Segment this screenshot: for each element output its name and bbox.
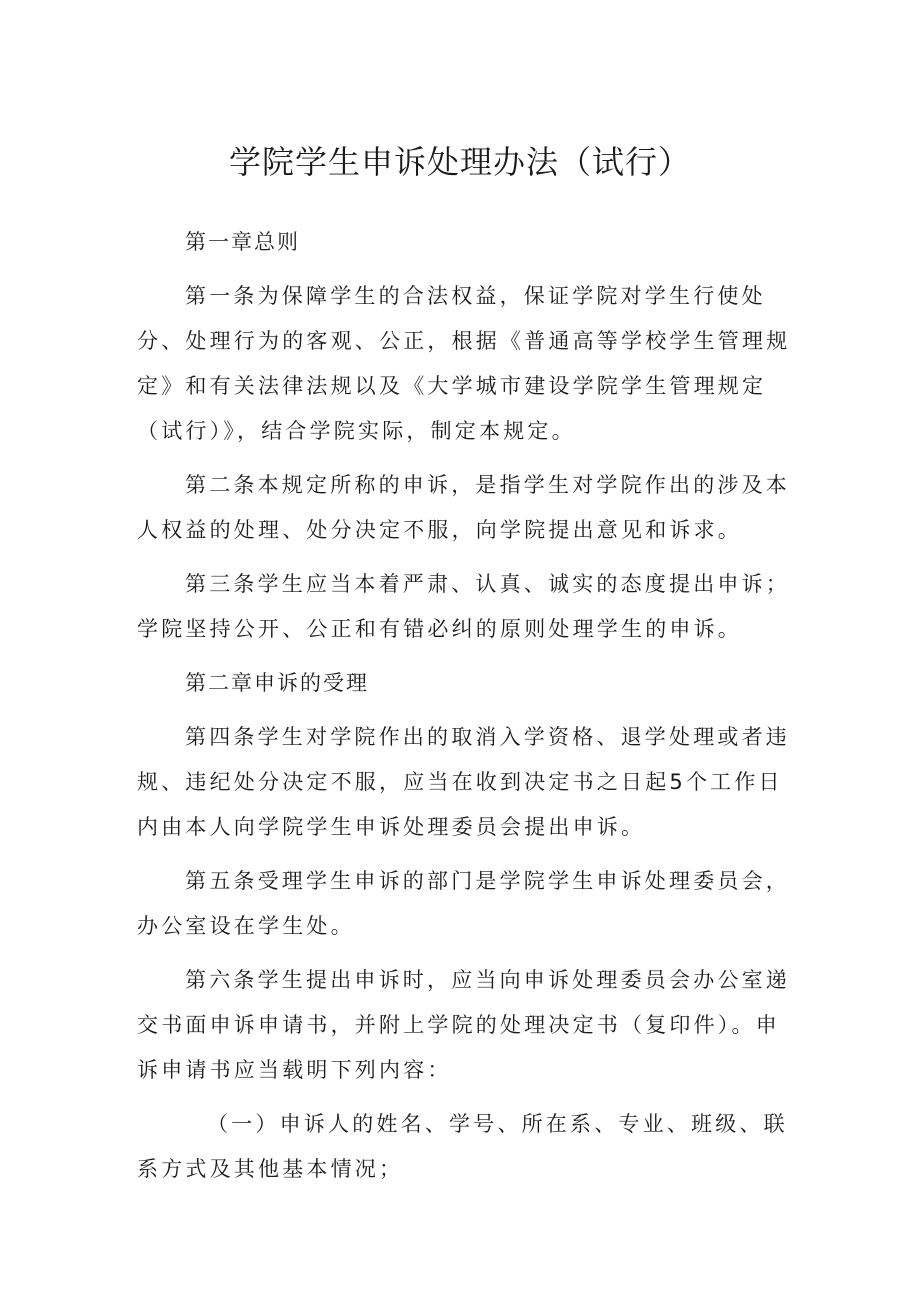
article-2: 第二条本规定所称的申诉，是指学生对学院作出的涉及本人权益的处理、处分决定不服，向学院提出意见和诉求。	[137, 473, 790, 542]
article-1: 第一条为保障学生的合法权益，保证学院对学生行使处分、处理行为的客观、公正，根据《普通高等学校学生管理规定》和有关法律法规以及《大学城市建设学院学生管理规定（试行）》，结合学院实际，制定本规定。	[137, 284, 791, 443]
chapter-heading-1: 第一章总则	[185, 230, 300, 254]
article-5: 第五条受理学生申诉的部门是学院学生申诉处理委员会，办公室设在学生处。	[137, 869, 790, 938]
article-4: 第四条学生对学院作出的取消入学资格、退学处理或者违规、违纪处分决定不服，应当在收到决定书之日起5个工作日内由本人向学院学生申诉处理委员会提出申诉。	[137, 725, 790, 839]
article-6: 第六条学生提出申诉时，应当向申诉处理委员会办公室递交书面申诉申请书，并附上学院的处理决定书（复印件）。申诉申请书应当载明下列内容：	[137, 968, 790, 1082]
article-3: 第三条学生应当本着严肃、认真、诚实的态度提出申诉；学院坚持公开、公正和有错必纠的原则处理学生的申诉。	[137, 572, 790, 641]
list-item-1: （一）申诉人的姓名、学号、所在系、专业、班级、联系方式及其他基本情况；	[137, 1112, 788, 1181]
document-body	[137, 220, 797, 1192]
chapter-heading-2: 第二章申诉的受理	[185, 671, 369, 695]
document-title: 学院学生申诉处理办法（试行）	[228, 143, 691, 181]
